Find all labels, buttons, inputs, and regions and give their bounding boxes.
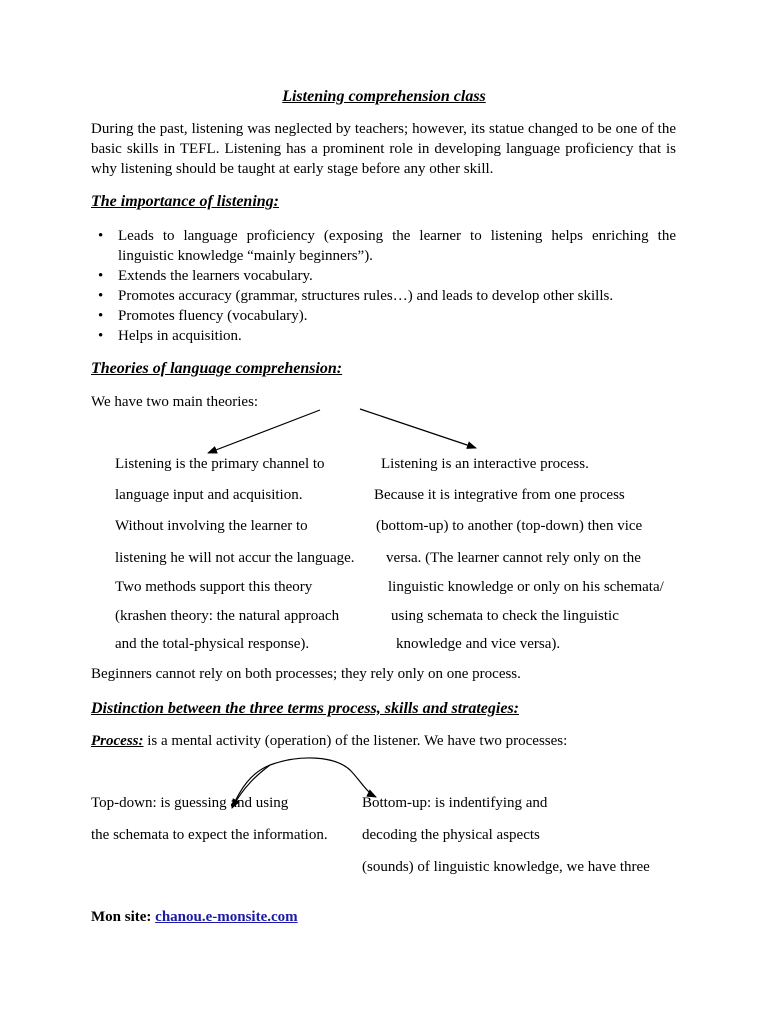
theories-heading: Theories of language comprehension: [91,360,343,377]
theory-left-line: Two methods support this theory [115,579,313,595]
process-right-line: (sounds) of linguistic knowledge, we have three [362,859,650,875]
distinction-heading: Distinction between the three terms process, skills and strategies: [91,700,520,717]
process-text: is a mental activity (operation) of the listener. We have two processes: [143,733,568,749]
list-item: • Leads to language proficiency (exposing the learner to listening helps enriching the linguistic knowledge “mainly beginners”). [118,226,676,266]
theory-right-line: knowledge and vice versa). [396,636,561,652]
theory-left-line: Listening is the primary channel to [115,456,325,472]
list-item: • Helps in acquisition. [118,326,676,346]
curved-arrow-process-left-icon [232,765,270,808]
theory-left-line: listening he will not accur the language. [115,550,355,566]
list-item: • Promotes fluency (vocabulary). [118,306,676,326]
arrow-right-theory-icon [360,409,476,448]
theories-lead: We have two main theories: [91,394,259,410]
theory-right-line: linguistic knowledge or only on his schemata/ [388,579,664,595]
theory-left-line: (krashen theory: the natural approach [115,608,340,624]
theory-left-line: and the total-physical response). [115,636,310,652]
process-label: Process: [91,733,144,749]
importance-heading: The importance of listening: [91,193,279,210]
process-right-line: Bottom-up: is indentifying and [362,795,548,811]
theory-right-line: using schemata to check the linguistic [391,608,619,624]
theory-right-line: versa. (The learner cannot rely only on the [386,550,641,566]
process-left-line: Top-down: is guessing and using [91,795,289,811]
footer-site-link[interactable]: chanou.e-monsite.com [155,909,298,925]
theory-left-line: language input and acquisition. [115,487,303,503]
arrow-left-theory-icon [208,410,320,453]
process-right-line: decoding the physical aspects [362,827,540,843]
theory-right-line: Listening is an interactive process. [381,456,589,472]
theory-right-line: (bottom-up) to another (top-down) then vice [376,518,643,534]
process-left-line: the schemata to expect the information. [91,827,328,843]
list-item: • Promotes accuracy (grammar, structures rules…) and leads to develop other skills. [118,286,676,306]
curved-arrow-process-icon [232,758,376,808]
theory-left-line: Without involving the learner to [115,518,308,534]
intro-paragraph: During the past, listening was neglected by teachers; however, its statue changed to be one of the basic skills in TEFL. Listening has a prominent role in developing language proficiency that is why listening should be taught at early stage before any other skill. [91,121,676,177]
theory-right-line: Because it is integrative from one process [374,487,625,503]
theories-conclusion: Beginners cannot rely on both processes; they rely only on one process. [91,666,521,682]
list-item: • Extends the learners vocabulary. [118,266,676,286]
page-title: Listening comprehension class [282,88,486,105]
footer-label: Mon site: [91,909,156,925]
